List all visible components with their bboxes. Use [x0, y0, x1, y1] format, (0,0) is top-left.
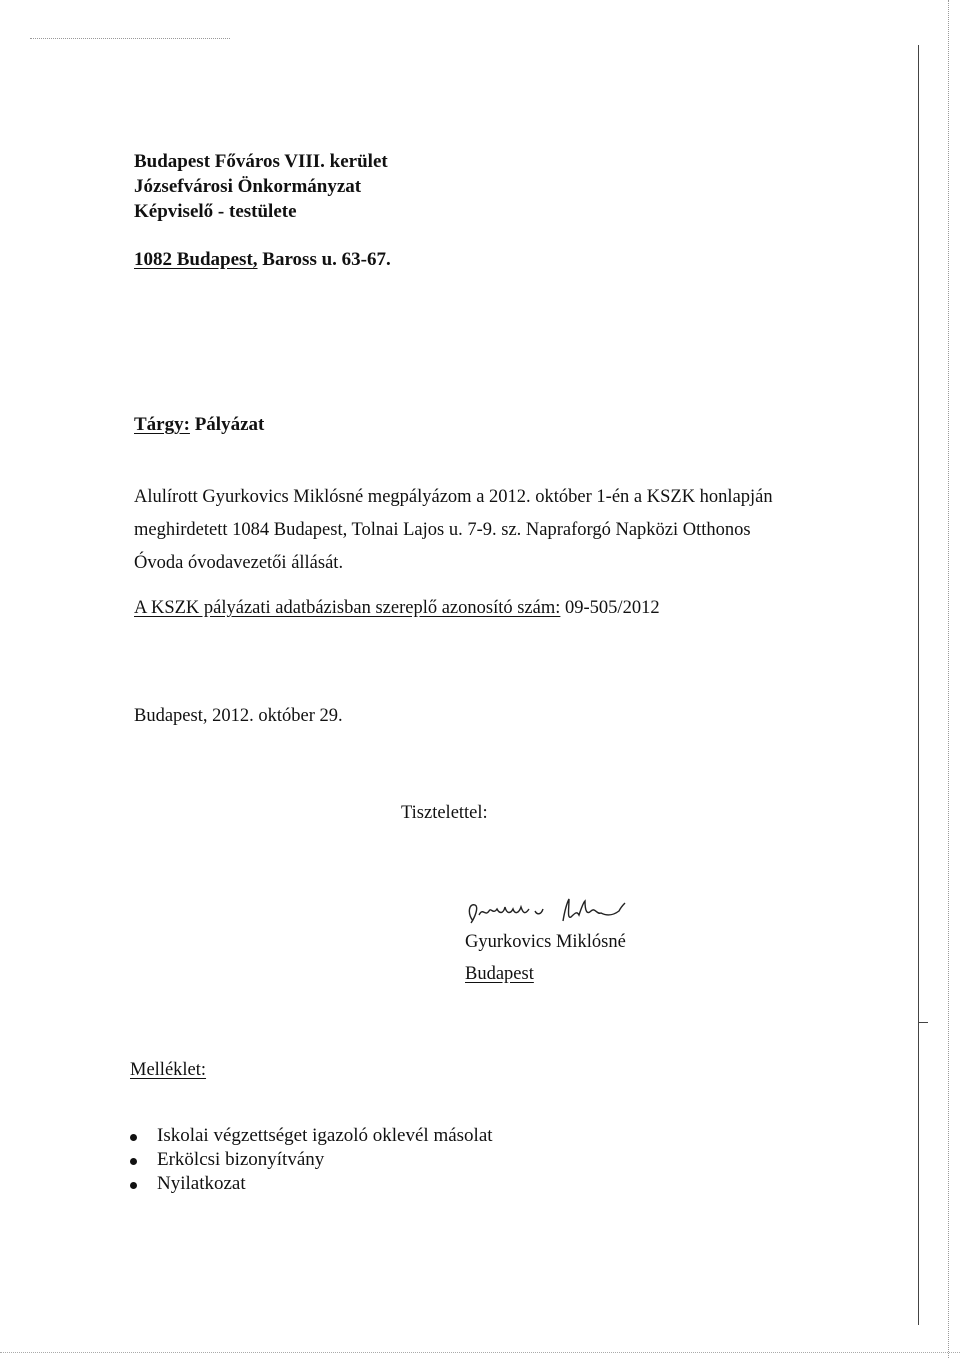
subject-value: Pályázat	[189, 414, 265, 435]
application-id	[134, 596, 660, 620]
closing-text: Tisztelettel:	[401, 803, 488, 823]
scan-artifact	[30, 38, 230, 39]
signer-name: Gyurkovics Miklósné	[465, 932, 626, 952]
body-line-3: Óvoda óvodavezetői állását.	[134, 553, 344, 573]
scan-tick	[918, 1022, 928, 1023]
bullet-icon	[130, 1182, 137, 1189]
application-id-label: A KSZK pályázati adatbázisban szereplő azonosító szám:	[134, 598, 561, 618]
address-rest: Baross u. 63-67.	[257, 249, 391, 270]
bullet-icon	[130, 1134, 137, 1141]
list-item	[130, 1148, 493, 1172]
recipient-line-2: Józsefvárosi Önkormányzat	[134, 176, 362, 197]
recipient-line-1: Budapest Főváros VIII. kerület	[134, 151, 388, 172]
recipient-address	[134, 248, 391, 272]
body-line-1: Alulírott Gyurkovics Miklósné megpályázom a 2012. október 1-én a KSZK honlapján	[134, 487, 773, 507]
scan-border-line	[918, 45, 919, 1325]
signer-city: Budapest	[465, 964, 534, 984]
scan-edge-line	[948, 0, 949, 1358]
list-item	[130, 1124, 493, 1148]
attachments-heading: Melléklet:	[130, 1060, 207, 1080]
attachment-item: Erkölcsi bizonyítvány	[157, 1149, 325, 1170]
attachments-list	[130, 1124, 493, 1196]
recipient-line-3: Képviselő - testülete	[134, 201, 297, 222]
application-id-value: 09-505/2012	[560, 598, 660, 618]
body-line-2: meghirdetett 1084 Budapest, Tolnai Lajos u. 7-9. sz. Napraforgó Napközi Otthonos	[134, 520, 751, 540]
bullet-icon	[130, 1158, 137, 1165]
subject-line	[134, 413, 264, 437]
attachment-item: Nyilatkozat	[157, 1173, 246, 1194]
scan-bottom-line	[0, 1352, 960, 1353]
attachment-item: Iskolai végzettséget igazoló oklevél másolat	[157, 1125, 493, 1146]
letter-date: Budapest, 2012. október 29.	[134, 706, 343, 726]
list-item	[130, 1172, 493, 1196]
subject-label: Tárgy:	[134, 414, 190, 435]
handwritten-signature	[465, 893, 635, 933]
address-underlined: 1082 Budapest,	[134, 249, 258, 270]
